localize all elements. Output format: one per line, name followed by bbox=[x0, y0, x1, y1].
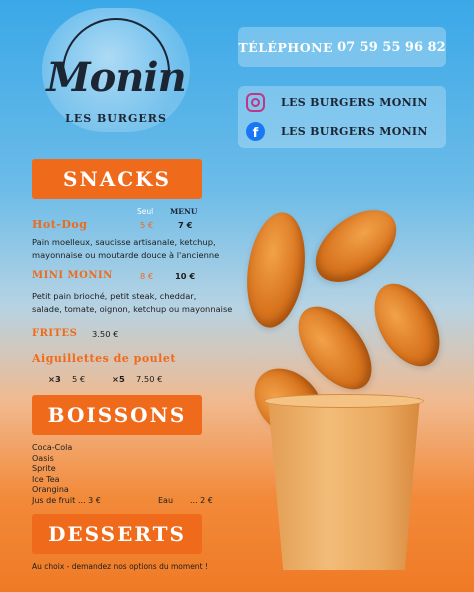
hotdog-desc-line2: mayonnaise ou moutarde douce à l'ancienne bbox=[32, 249, 220, 260]
minimonin-desc-line1: Petit pain brioché, petit steak, cheddar, bbox=[32, 291, 197, 301]
hotdog-menu-price: 7 € bbox=[178, 220, 193, 230]
minimonin-menu-price: 10 € bbox=[175, 271, 196, 281]
desserts-banner: DESSERTS bbox=[32, 514, 202, 554]
facebook-icon: f bbox=[246, 122, 265, 141]
frites-price: 3.50 € bbox=[92, 329, 119, 339]
hotdog-desc bbox=[32, 236, 242, 261]
brand-subtitle: LES BURGERS bbox=[65, 112, 167, 125]
social-instagram[interactable] bbox=[246, 93, 428, 112]
bucket-rim bbox=[264, 394, 424, 408]
bucket-image bbox=[268, 398, 420, 570]
phone-number[interactable]: 07 59 55 96 82 bbox=[337, 39, 446, 55]
instagram-icon bbox=[246, 93, 265, 112]
aiguillettes-price5: 7.50 € bbox=[136, 374, 163, 384]
col-menu: MENU bbox=[170, 207, 198, 216]
boisson-item: Coca-Cola bbox=[32, 443, 73, 452]
boissons-list bbox=[32, 443, 72, 496]
minimonin-title: MINI MONIN bbox=[32, 270, 113, 281]
eau-price: ... 2 € bbox=[190, 496, 213, 505]
boisson-item: Oasis bbox=[32, 453, 54, 463]
nugget-image bbox=[303, 196, 410, 297]
minimonin-seul-price: 8 € bbox=[140, 271, 154, 281]
col-seul: Seul bbox=[137, 207, 154, 216]
jus-price: ... 3 € bbox=[78, 496, 101, 505]
boisson-item: Ice Tea bbox=[32, 474, 60, 484]
eau-label: Eau bbox=[158, 496, 174, 505]
phone-label: TÉLÉPHONE bbox=[238, 39, 334, 55]
aiguillettes-qty3: ×3 bbox=[48, 374, 61, 384]
minimonin-desc bbox=[32, 290, 242, 315]
instagram-label: LES BURGERS MONIN bbox=[281, 96, 428, 109]
minimonin-desc-line2: salade, tomate, oignon, ketchup ou mayonnaise bbox=[32, 303, 233, 314]
boisson-item: Sprite bbox=[32, 464, 56, 474]
facebook-label: LES BURGERS MONIN bbox=[281, 125, 428, 138]
jus-label: Jus de fruit bbox=[32, 496, 76, 505]
boisson-item: Orangina bbox=[32, 485, 69, 495]
boissons-banner: BOISSONS bbox=[32, 395, 202, 435]
social-facebook[interactable] bbox=[246, 122, 428, 141]
aiguillettes-title: Aiguillettes de poulet bbox=[32, 352, 176, 365]
aiguillettes-price3: 5 € bbox=[72, 374, 86, 384]
nugget-image bbox=[361, 273, 453, 378]
aiguillettes-qty5: ×5 bbox=[112, 374, 125, 384]
snacks-banner: SNACKS bbox=[32, 159, 202, 199]
hotdog-title: Hot-Dog bbox=[32, 218, 88, 231]
brand-name: Monin bbox=[46, 54, 186, 101]
desserts-note: Au choix - demandez nos options du moment ! bbox=[32, 562, 208, 571]
frites-title: FRITES bbox=[32, 328, 78, 339]
phone-box bbox=[238, 27, 446, 67]
brand-logo bbox=[42, 8, 190, 132]
hotdog-desc-line1: Pain moelleux, saucisse artisanale, ketchup, bbox=[32, 237, 216, 247]
hotdog-seul-price: 5 € bbox=[140, 220, 154, 230]
socials-box bbox=[238, 86, 446, 148]
